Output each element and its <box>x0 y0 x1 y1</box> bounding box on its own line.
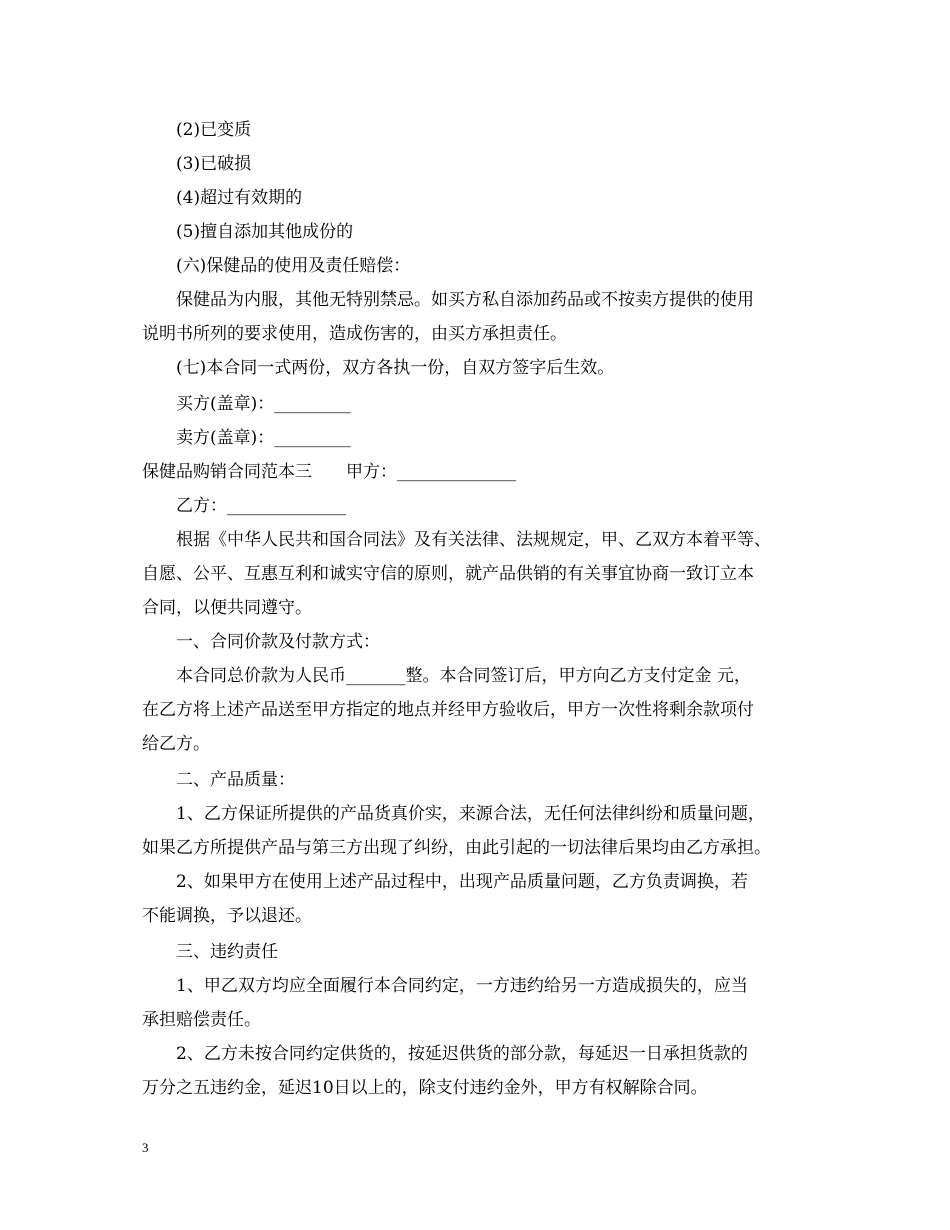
text-line: 自愿、公平、互惠互利和诚实守信的原则，就产品供销的有关事宜协商一致订立本 <box>142 564 754 584</box>
signature-line-buyer: 买方(盖章)：_________ <box>176 394 351 414</box>
text-line: 万分之五违约金，延迟10日以上的，除支付违约金外，甲方有权解除合同。 <box>142 1078 708 1098</box>
text-line: (4)超过有效期的 <box>176 188 303 208</box>
text-line: 如果乙方所提供产品与第三方出现了纠纷，由此引起的一切法律后果均由乙方承担。 <box>142 838 771 858</box>
signature-line-seller: 卖方(盖章)：_________ <box>176 428 351 448</box>
text-line: (3)已破损 <box>176 154 252 174</box>
text-line: 不能调换，予以退还。 <box>142 906 312 926</box>
text-line: 给乙方。 <box>142 734 210 754</box>
text-line: 保健品为内服，其他无特别禁忌。如买方私自添加药品或不按卖方提供的使用 <box>176 290 754 310</box>
section-heading: 三、违约责任 <box>176 942 278 962</box>
text-line: 2、如果甲方在使用上述产品过程中，出现产品质量问题，乙方负责调换，若 <box>176 872 748 892</box>
text-line: 本合同总价款为人民币_______整。本合同签订后，甲方向乙方支付定金 元， <box>176 666 751 686</box>
text-line: 1、甲乙双方均应全面履行本合同约定，一方违约给另一方造成损失的，应当 <box>176 976 748 996</box>
text-line: (2)已变质 <box>176 120 252 140</box>
text-line: 合同，以便共同遵守。 <box>142 598 312 618</box>
text-line: 1、乙方保证所提供的产品货真价实，来源合法，无任何法律纠纷和质量问题， <box>176 804 765 824</box>
text-line: 说明书所列的要求使用，造成伤害的，由买方承担责任。 <box>142 324 567 344</box>
document-title-line: 保健品购销合同范本三 甲方：______________ <box>142 462 516 482</box>
page-number: 3 <box>142 1140 149 1155</box>
text-line: 2、乙方未按合同约定供货的，按延迟供货的部分款，每延迟一日承担货款的 <box>176 1044 748 1064</box>
section-heading: (六)保健品的使用及责任赔偿： <box>176 256 411 276</box>
party-b-line: 乙方：______________ <box>176 496 346 516</box>
text-line: 根据《中华人民共和国合同法》及有关法律、法规规定，甲、乙双方本着平等、 <box>176 530 771 550</box>
text-line: 承担赔偿责任。 <box>142 1010 261 1030</box>
text-line: 在乙方将上述产品送至甲方指定的地点并经甲方验收后，甲方一次性将剩余款项付 <box>142 700 754 720</box>
text-line: (七)本合同一式两份，双方各执一份，自双方签字后生效。 <box>176 358 615 378</box>
section-heading: 一、合同价款及付款方式： <box>176 632 380 652</box>
text-line: (5)擅自添加其他成份的 <box>176 222 354 242</box>
section-heading: 二、产品质量： <box>176 770 295 790</box>
